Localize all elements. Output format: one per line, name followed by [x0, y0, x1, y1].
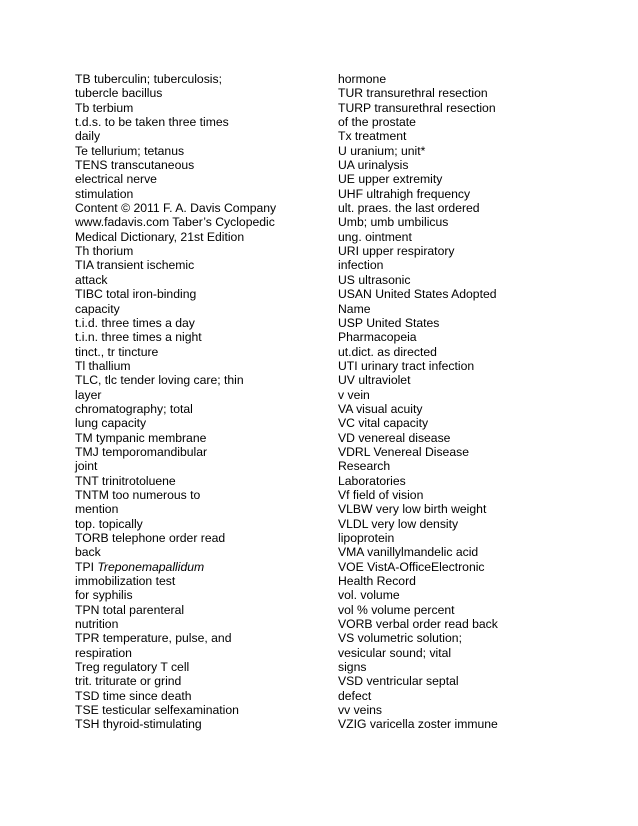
abbreviation-line: VA visual acuity: [338, 401, 423, 416]
abbreviation-line: immobilization test: [75, 574, 176, 589]
abbreviation-line: defect: [338, 688, 372, 703]
abbreviation-line: TORB telephone order read: [75, 531, 226, 545]
abbreviation-line: VORB verbal order read back: [338, 617, 498, 632]
abbreviation-line: v vein: [338, 387, 370, 402]
abbreviation-line: VZIG varicella zoster immune: [338, 717, 498, 732]
abbreviation-line: TNT trinitrotoluene: [75, 473, 176, 488]
abbreviation-line: attack: [75, 272, 108, 287]
abbreviation-line: Health Record: [338, 574, 416, 589]
abbreviation-line: vol. volume: [338, 588, 400, 603]
abbreviation-line: t.i.n. three times a night: [75, 330, 202, 345]
abbreviation-line: stimulation: [75, 186, 134, 201]
abbreviation-line: UE upper extremity: [338, 172, 443, 187]
abbreviation-line: joint: [75, 459, 98, 474]
abbreviation-line: VDRL Venereal Disease: [338, 444, 469, 459]
abbreviation-line: USP United States: [338, 315, 440, 330]
abbreviation-line: Name: [338, 301, 371, 316]
abbreviation-line: VLDL very low density: [338, 516, 459, 531]
abbreviation-line: www.fadavis.com Taber’s Cyclopedic: [75, 215, 275, 230]
left-column: [75, 72, 325, 732]
abbreviation-line: UV ultraviolet: [338, 373, 411, 388]
abbreviation-line: TUR transurethral resection: [338, 86, 488, 101]
abbreviation-line: for syphilis: [75, 588, 133, 603]
abbreviation-line: UA urinalysis: [338, 158, 409, 173]
abbreviation-line: VD venereal disease: [338, 430, 451, 445]
abbreviation-line: Research: [338, 459, 391, 474]
abbreviation-line: ung. ointment: [338, 229, 412, 244]
abbreviation-line: ult. praes. the last ordered: [338, 201, 480, 216]
abbreviation-line: Te tellurium; tetanus: [75, 143, 185, 158]
abbreviation-line: lipoprotein: [338, 531, 395, 545]
abbreviation-line: Content © 2011 F. A. Davis Company: [75, 201, 277, 216]
abbreviation-line: UTI urinary tract infection: [338, 358, 475, 373]
abbreviation-line: TENS transcutaneous: [75, 158, 195, 173]
abbreviation-line: chromatography; total: [75, 401, 193, 416]
abbreviation-line: VSD ventricular septal: [338, 674, 459, 689]
abbreviation-line: TIA transient ischemic: [75, 258, 195, 273]
abbreviation-line: Treg regulatory T cell: [75, 660, 190, 675]
abbreviation-line: electrical nerve: [75, 172, 157, 187]
abbreviation-line: TM tympanic membrane: [75, 430, 207, 445]
abbreviation-line: Pharmacopeia: [338, 330, 417, 345]
abbreviation-line: U uranium; unit*: [338, 143, 426, 158]
abbreviation-line: TMJ temporomandibular: [75, 444, 208, 459]
abbreviation-line: TB tuberculin; tuberculosis;: [75, 72, 222, 86]
abbreviation-line: TPI Treponemapallidum: [75, 559, 205, 574]
abbreviation-line: TSH thyroid-stimulating: [75, 717, 202, 732]
abbreviation-line: TSE testicular selfexamination: [75, 703, 239, 718]
italic-term: Treponemapallidum: [97, 559, 205, 574]
abbreviation-line: URI upper respiratory: [338, 244, 455, 259]
abbreviation-line: Tx treatment: [338, 129, 407, 144]
abbreviation-line: tubercle bacillus: [75, 86, 163, 101]
abbreviation-line: VOE VistA-OfficeElectronic: [338, 559, 485, 574]
abbreviation-line: t.d.s. to be taken three times: [75, 115, 229, 130]
abbreviation-line: mention: [75, 502, 119, 517]
abbreviation-line: Tb terbium: [75, 100, 134, 115]
right-column: [338, 72, 628, 732]
abbreviation-line: VS volumetric solution;: [338, 631, 462, 646]
abbreviation-line: TLC, tlc tender loving care; thin: [75, 373, 244, 388]
abbreviation-line: UHF ultrahigh frequency: [338, 186, 471, 201]
abbreviation-line: Umb; umb umbilicus: [338, 215, 449, 230]
abbreviation-line: respiration: [75, 645, 132, 660]
abbreviation-line: nutrition: [75, 617, 119, 632]
abbreviation-line: TSD time since death: [75, 688, 192, 703]
abbreviation-line: US ultrasonic: [338, 272, 411, 287]
abbreviation-line: signs: [338, 660, 367, 675]
abbreviation-line: trit. triturate or grind: [75, 674, 182, 689]
abbreviation-line: TNTM too numerous to: [75, 487, 201, 502]
abbreviation-line: capacity: [75, 301, 120, 316]
abbreviation-line: TPN total parenteral: [75, 602, 185, 617]
abbreviation-line: vv veins: [338, 703, 383, 718]
abbreviation-line: Medical Dictionary, 21st Edition: [75, 229, 245, 244]
abbreviation-line: vol % volume percent: [338, 602, 455, 617]
abbreviation-line: Tl thallium: [75, 358, 131, 373]
abbreviation-line: tinct., tr tincture: [75, 344, 159, 359]
abbreviation-line: t.i.d. three times a day: [75, 315, 195, 330]
abbreviation-line: Laboratories: [338, 473, 406, 488]
abbreviation-line: USAN United States Adopted: [338, 287, 497, 302]
abbreviation-line: top. topically: [75, 516, 143, 531]
abbreviation-line: lung capacity: [75, 416, 147, 431]
abbreviation-line: ut.dict. as directed: [338, 344, 437, 359]
abbreviation-line: hormone: [338, 72, 387, 86]
abbreviation-line: VMA vanillylmandelic acid: [338, 545, 479, 560]
abbreviation-line: back: [75, 545, 101, 560]
abbreviation-line: VLBW very low birth weight: [338, 502, 487, 517]
abbreviation-line: Th thorium: [75, 244, 134, 259]
abbreviation-line: TIBC total iron-binding: [75, 287, 197, 302]
abbreviation-line: vesicular sound; vital: [338, 645, 452, 660]
abbreviation-line: TURP transurethral resection: [338, 100, 496, 115]
abbreviation-line: Vf field of vision: [338, 487, 424, 502]
abbreviation-line: TPR temperature, pulse, and: [75, 631, 232, 646]
abbreviation-line: infection: [338, 258, 384, 273]
abbreviation-line: VC vital capacity: [338, 416, 429, 431]
abbreviation-line: layer: [75, 387, 102, 402]
abbreviation-line: daily: [75, 129, 101, 144]
abbreviation-line: of the prostate: [338, 115, 416, 130]
